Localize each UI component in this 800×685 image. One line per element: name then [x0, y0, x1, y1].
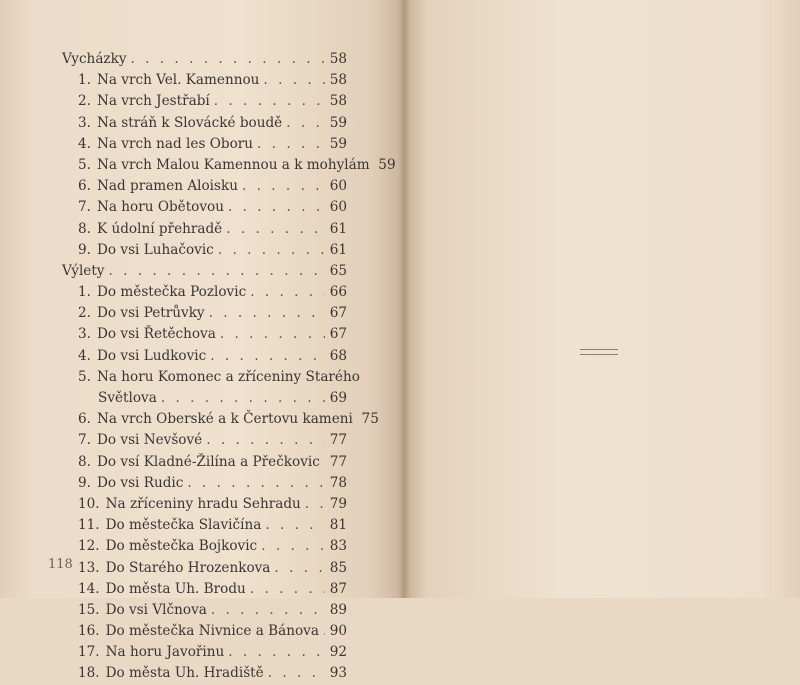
contents-entry — [62, 91, 347, 112]
entry-title: K údolní přehradě — [96, 220, 223, 237]
contents-entry — [62, 367, 360, 388]
entry-page-number: 60 — [329, 199, 347, 216]
contents-entry — [62, 536, 347, 557]
entry-page-number: 58 — [329, 72, 347, 89]
entry-title: Vycházky — [62, 51, 127, 67]
contents-entry — [62, 70, 347, 91]
dot-leader — [218, 240, 325, 261]
entry-title: Na vrch Jestřabí — [96, 93, 210, 110]
entry-title: Do vsi Luhačovic — [96, 241, 214, 258]
left-page-number: 118 — [48, 557, 73, 572]
contents-entry — [62, 240, 347, 261]
contents-entry — [62, 346, 347, 367]
contents-entry — [62, 642, 347, 663]
entry-title: Do městečka Slavičína — [105, 517, 262, 534]
contents-entry — [62, 515, 347, 536]
entry-title: Na vrch Oberské a k Čertovu kameni — [96, 411, 353, 428]
dot-leader — [242, 176, 325, 197]
entry-title: Na horu Komonec a zříceniny Starého — [96, 368, 360, 385]
entry-page-number: 77 — [329, 453, 347, 470]
entry-number: 12. — [78, 538, 100, 555]
entry-number: 17. — [78, 644, 100, 661]
contents-entry — [62, 282, 347, 303]
entry-page-number: 78 — [329, 474, 347, 491]
entry-page-number: 77 — [329, 432, 347, 449]
contents-entry — [62, 600, 347, 621]
dot-leader — [323, 621, 325, 642]
entry-title: Nad pramen Aloisku — [96, 178, 238, 195]
dot-leader — [257, 134, 325, 155]
entry-number: 18. — [78, 665, 100, 682]
dot-leader — [211, 600, 325, 621]
entry-number: 1. — [78, 72, 91, 89]
entry-page-number: 75 — [361, 411, 379, 428]
entry-title: Do městečka Nivnice a Bánova — [105, 623, 319, 640]
entry-title: Do vsi Petrůvky — [96, 305, 205, 322]
entry-page-number: 89 — [329, 601, 347, 618]
dot-leader — [250, 579, 325, 600]
entry-page-number: 68 — [329, 347, 347, 364]
contents-entry — [62, 452, 347, 473]
entry-title: Na horu Obětovou — [96, 199, 224, 216]
entry-number: 8. — [78, 453, 91, 470]
dot-leader — [228, 197, 325, 218]
entry-number: 3. — [78, 326, 91, 343]
entry-title: Do vsí Kladné-Žilína a Přečkovic — [96, 453, 320, 470]
entry-title: Do vsi Rudic — [96, 474, 184, 491]
entry-page-number: 58 — [329, 93, 347, 110]
entry-number: 8. — [78, 220, 91, 237]
closing-rule — [580, 349, 618, 355]
entry-page-number: 59 — [378, 156, 396, 173]
entry-page-number: 61 — [329, 241, 347, 258]
entry-number: 4. — [78, 135, 91, 152]
entry-title: Světlova — [98, 390, 157, 406]
entry-number: 2. — [78, 305, 91, 322]
book-gutter — [398, 0, 410, 598]
dot-leader — [220, 324, 325, 345]
entry-page-number: 65 — [329, 262, 347, 279]
entry-title: Na vrch nad les Oboru — [96, 135, 254, 152]
entry-title: Do vsi Řetěchova — [96, 326, 216, 343]
entry-page-number: 67 — [329, 326, 347, 343]
dot-leader — [161, 388, 325, 409]
contents-entry — [62, 621, 347, 642]
entry-page-number: 61 — [329, 220, 347, 237]
entry-title: Na vrch Malou Kamennou a k mohylám — [96, 156, 370, 173]
entry-page-number: 67 — [329, 305, 347, 322]
entry-page-number: 60 — [329, 178, 347, 195]
entry-number: 7. — [78, 199, 91, 216]
contents-entry — [62, 663, 347, 684]
contents-entry — [62, 388, 347, 409]
contents-entry — [62, 473, 347, 494]
contents-entry — [62, 134, 347, 155]
contents-entry — [62, 324, 347, 345]
dot-leader — [263, 70, 325, 91]
dot-leader — [261, 536, 325, 557]
entry-title: Na vrch Vel. Kamennou — [96, 72, 260, 89]
entry-title: Na stráň k Slovácké boudě — [96, 114, 283, 131]
dot-leader — [131, 49, 326, 70]
dot-leader — [268, 663, 325, 684]
entry-number: 5. — [78, 368, 91, 385]
entry-number: 9. — [78, 474, 91, 491]
entry-page-number: 93 — [329, 665, 347, 682]
contents-entry — [62, 261, 347, 282]
dot-leader — [274, 558, 325, 579]
dot-leader — [305, 494, 325, 515]
entry-title: Na horu Javořinu — [105, 644, 225, 661]
contents-entry — [62, 579, 347, 600]
dot-leader — [324, 452, 325, 473]
entry-title: Výlety — [62, 262, 105, 279]
entry-title: Do vsi Vlčnova — [105, 601, 207, 618]
entry-number: 5. — [78, 156, 91, 173]
entry-number: 6. — [78, 178, 91, 195]
contents-entry — [62, 49, 347, 70]
contents-entry — [62, 303, 347, 324]
contents-entry — [62, 155, 396, 176]
entry-title: Do vsi Nevšové — [96, 432, 203, 449]
entry-number: 6. — [78, 411, 91, 428]
contents-entry — [62, 430, 347, 451]
contents-entry — [62, 494, 347, 515]
entry-number: 14. — [78, 580, 100, 597]
contents-entry — [62, 219, 347, 240]
entry-title: Do Starého Hrozenkova — [105, 559, 271, 576]
dot-leader — [209, 303, 325, 324]
entry-page-number: 69 — [329, 390, 347, 406]
entry-number: 4. — [78, 347, 91, 364]
entry-title: Do městečka Pozlovic — [96, 284, 247, 301]
entry-page-number: 92 — [329, 644, 347, 661]
entry-number: 13. — [78, 559, 100, 576]
dot-leader — [206, 430, 325, 451]
entry-page-number: 58 — [329, 51, 347, 67]
contents-entry — [62, 113, 347, 134]
dot-leader — [187, 473, 325, 494]
entry-title: Do městečka Bojkovic — [105, 538, 258, 555]
dot-leader — [228, 642, 325, 663]
entry-number: 16. — [78, 623, 100, 640]
dot-leader — [265, 515, 325, 536]
dot-leader — [250, 282, 325, 303]
dot-leader — [210, 346, 325, 367]
contents-entry — [62, 176, 347, 197]
contents-entry — [62, 409, 379, 430]
dot-leader — [214, 91, 325, 112]
entry-page-number: 66 — [329, 284, 347, 301]
entry-title: Na zříceniny hradu Sehradu — [105, 495, 301, 512]
entry-page-number: 59 — [329, 114, 347, 131]
entry-number: 2. — [78, 93, 91, 110]
entry-number: 7. — [78, 432, 91, 449]
entry-number: 1. — [78, 284, 91, 301]
entry-title: Do města Uh. Hradiště — [105, 665, 264, 682]
entry-page-number: 83 — [329, 538, 347, 555]
right-page — [404, 0, 800, 598]
dot-leader — [286, 113, 325, 134]
dot-leader — [226, 219, 325, 240]
entry-page-number: 81 — [329, 517, 347, 534]
entry-page-number: 85 — [329, 559, 347, 576]
entry-title: Do vsi Ludkovic — [96, 347, 207, 364]
contents-entry — [62, 197, 347, 218]
entry-number: 9. — [78, 241, 91, 258]
entry-title: Do města Uh. Brodu — [105, 580, 246, 597]
dot-leader — [108, 261, 325, 282]
entry-page-number: 90 — [329, 623, 347, 640]
entry-number: 3. — [78, 114, 91, 131]
entry-number: 11. — [78, 517, 100, 534]
entry-page-number: 59 — [329, 135, 347, 152]
contents-entry — [62, 558, 347, 579]
entry-page-number: 87 — [329, 580, 347, 597]
left-contents-list — [62, 49, 396, 685]
entry-number: 15. — [78, 601, 100, 618]
entry-number: 10. — [78, 495, 100, 512]
entry-page-number: 79 — [329, 495, 347, 512]
